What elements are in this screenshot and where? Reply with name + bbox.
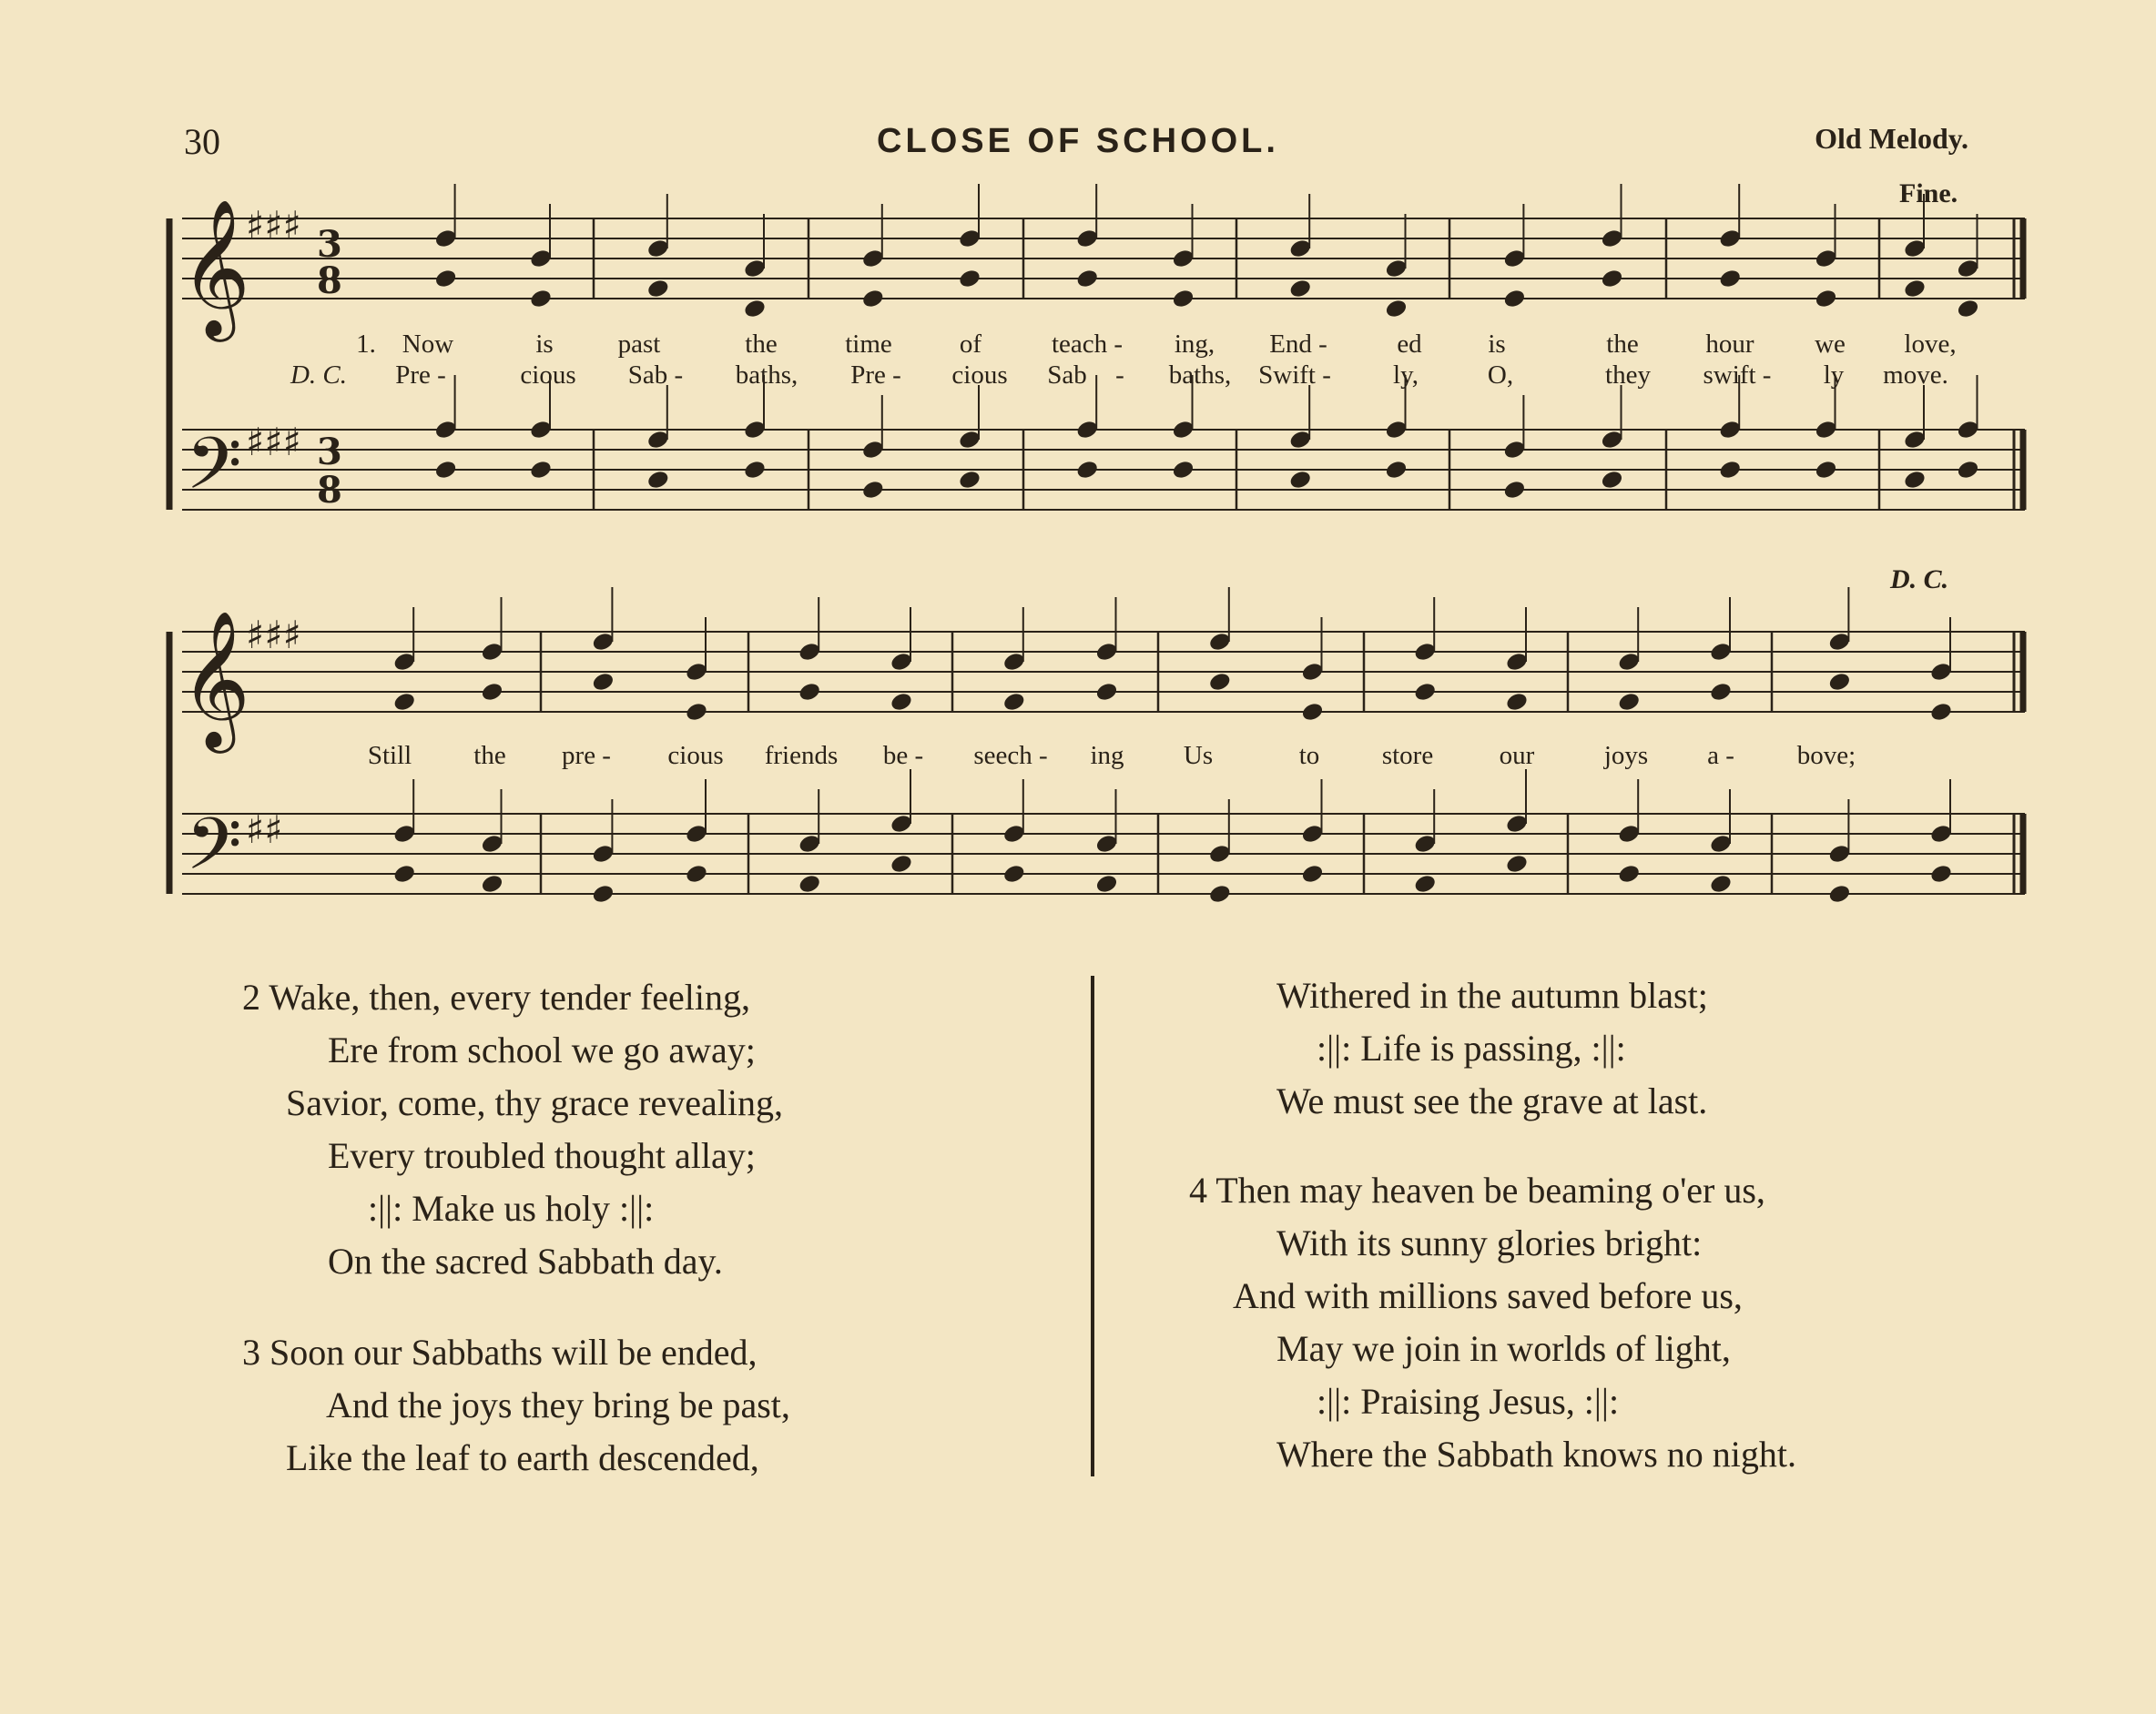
verse-number: 1.: [356, 330, 376, 359]
lyric-word: cious: [951, 360, 1008, 390]
lyric-word: ly,: [1393, 360, 1419, 390]
lyric-word: the: [473, 741, 506, 770]
lyric-word: they: [1605, 360, 1651, 390]
verse-line: :||: Make us holy :||:: [368, 1188, 655, 1229]
lyric-word: cious: [667, 741, 724, 770]
lyric-word: of: [959, 330, 982, 359]
lyric-word: End -: [1269, 330, 1327, 359]
lyric-word: bove;: [1796, 741, 1856, 770]
note-head: [890, 691, 914, 713]
lyric-word: friends: [764, 741, 839, 770]
verse-line: 3 Soon our Sabbaths will be ended,: [242, 1332, 758, 1373]
note-head: [1709, 681, 1734, 703]
lyric-word: Now: [402, 330, 454, 359]
note-head: [1300, 863, 1325, 885]
note-head: [1413, 681, 1438, 703]
note-head: [646, 469, 670, 491]
verse-line: And the joys they bring be past,: [326, 1384, 790, 1425]
note-head: [1814, 459, 1838, 481]
note-head: [1718, 459, 1743, 481]
verse-line: And with millions saved before us,: [1233, 1275, 1743, 1316]
lyric-word: to: [1298, 741, 1320, 770]
verse-line: Where the Sabbath knows no night.: [1276, 1434, 1796, 1475]
lyric-word: move.: [1883, 360, 1948, 390]
lyric-word: our: [1499, 741, 1535, 770]
dc-label: D. C.: [290, 360, 348, 390]
lyric-word: joys: [1603, 741, 1649, 770]
note-head: [1617, 863, 1642, 885]
lyric-word: ing: [1090, 741, 1124, 770]
lyric-word: Still: [367, 741, 412, 770]
note-head: [1207, 671, 1232, 693]
note-head: [1617, 691, 1642, 713]
key-signature-icon: ♯♯: [246, 807, 283, 852]
lyric-word: time: [845, 330, 892, 359]
lyric-word: ed: [1397, 330, 1422, 359]
note-head: [529, 459, 554, 481]
lyric-word: Sab: [1047, 360, 1087, 390]
note-head: [529, 288, 554, 309]
note-head: [480, 873, 504, 895]
note-head: [958, 268, 982, 289]
note-head: [1207, 883, 1232, 905]
verse-line: :||: Praising Jesus, :||:: [1317, 1381, 1620, 1422]
lyric-word: baths,: [735, 360, 798, 390]
lyric-word: we: [1815, 330, 1846, 359]
note-head: [591, 883, 615, 905]
composer-credit: Old Melody.: [1815, 122, 1968, 155]
lyric-word: the: [1606, 330, 1639, 359]
note-head: [1956, 298, 1980, 319]
lyric-word: baths,: [1168, 360, 1232, 390]
verse-line: With its sunny glories bright:: [1276, 1222, 1703, 1263]
lyric-word: love,: [1904, 330, 1957, 359]
note-head: [1075, 268, 1100, 289]
time-signature-icon: 3: [317, 431, 342, 473]
verse-line: Withered in the autumn blast;: [1276, 975, 1708, 1016]
bass-clef-icon: 𝄢: [186, 421, 242, 523]
verse-line: We must see the grave at last.: [1276, 1080, 1708, 1121]
notes: [392, 184, 1980, 905]
lyric-word: Us: [1183, 741, 1214, 770]
note-head: [1288, 278, 1313, 299]
verse-line: Ere from school we go away;: [328, 1029, 756, 1070]
key-signature-icon: ♯♯♯: [246, 613, 301, 657]
hymn-title: CLOSE OF SCHOOL.: [877, 122, 1279, 160]
note-head: [1384, 298, 1409, 319]
note-head: [1002, 691, 1026, 713]
note-head: [1600, 268, 1624, 289]
note-head: [860, 288, 885, 309]
lyric-word: Pre -: [850, 360, 901, 390]
note-head: [1094, 681, 1119, 703]
lyric-line-system-2: [0, 741, 2156, 774]
key-signature-icon: ♯♯♯: [246, 420, 301, 464]
lyric-word: swift -: [1703, 360, 1772, 390]
verse-line: Savior, come, thy grace revealing,: [286, 1082, 783, 1123]
lyric-word: a -: [1707, 741, 1734, 770]
note-head: [1413, 873, 1438, 895]
verse-line: Like the leaf to earth descended,: [286, 1437, 759, 1478]
lyric-word: the: [745, 330, 778, 359]
lyric-line-dc: [0, 360, 2156, 393]
note-head: [1171, 459, 1195, 481]
note-head: [890, 853, 914, 875]
note-head: [1956, 459, 1980, 481]
bass-clef-icon: 𝄢: [186, 802, 242, 904]
lyric-word: Swift -: [1258, 360, 1331, 390]
note-head: [798, 681, 822, 703]
lyric-word: past: [617, 330, 661, 359]
lyric-word: ly: [1823, 360, 1845, 390]
note-head: [743, 298, 768, 319]
note-head: [392, 691, 417, 713]
note-head: [685, 863, 709, 885]
note-head: [1827, 883, 1852, 905]
note-head: [1814, 288, 1838, 309]
lyric-word: Pre -: [395, 360, 446, 390]
lyric-word: seech -: [973, 741, 1048, 770]
note-head: [392, 863, 417, 885]
column-divider: [1091, 976, 1094, 1476]
note-head: [1075, 459, 1100, 481]
lyric-word: is: [535, 330, 554, 359]
lyric-word: store: [1381, 741, 1434, 770]
verse-line: 4 Then may heaven be beaming o'er us,: [1189, 1170, 1765, 1211]
lyric-line-verse-1: [0, 330, 2156, 362]
note-head: [433, 459, 458, 481]
clefs: [180, 198, 342, 904]
note-head: [480, 681, 504, 703]
note-head: [1505, 691, 1530, 713]
dc-marking: D. C.: [1890, 564, 1949, 594]
note-head: [1502, 479, 1527, 501]
page-number: 30: [184, 121, 220, 162]
fine-marking: Fine.: [1899, 178, 1958, 208]
note-head: [1600, 469, 1624, 491]
verses-block: [0, 965, 2156, 1493]
note-head: [1171, 288, 1195, 309]
note-head: [1929, 701, 1954, 723]
lyric-word: cious: [520, 360, 576, 390]
note-head: [591, 671, 615, 693]
lyric-word: ing,: [1174, 330, 1215, 359]
lyric-word: teach -: [1051, 330, 1124, 359]
lyric-word: pre -: [562, 741, 611, 770]
lyric-word: is: [1488, 330, 1506, 359]
verse-line: On the sacred Sabbath day.: [328, 1241, 723, 1282]
note-head: [1903, 278, 1927, 299]
lyric-word: hour: [1705, 330, 1754, 359]
note-head: [1903, 469, 1927, 491]
note-head: [1002, 863, 1026, 885]
verse-line: 2 Wake, then, every tender feeling,: [242, 977, 751, 1018]
time-signature-icon: 8: [317, 259, 342, 302]
lyric-word: O,: [1487, 360, 1514, 390]
note-head: [1718, 268, 1743, 289]
note-head: [1094, 873, 1119, 895]
note-head: [1709, 873, 1734, 895]
time-signature-icon: 8: [317, 469, 342, 512]
note-head: [685, 701, 709, 723]
verse-line: Every troubled thought allay;: [328, 1135, 756, 1176]
note-head: [1288, 469, 1313, 491]
verse-line: :||: Life is passing, :||:: [1317, 1028, 1626, 1069]
note-head: [743, 459, 768, 481]
note-head: [958, 469, 982, 491]
note-head: [798, 873, 822, 895]
lyric-word: Sab -: [627, 360, 684, 390]
key-signature-icon: ♯♯♯: [246, 203, 301, 248]
note-head: [1502, 288, 1527, 309]
note-head: [1827, 671, 1852, 693]
treble-clef-icon: 𝄞: [180, 198, 250, 336]
staff-lines: [169, 218, 2025, 894]
lyric-word: be -: [882, 741, 924, 770]
treble-clef-icon: 𝄞: [180, 609, 250, 747]
note-head: [646, 278, 670, 299]
time-signature-icon: 3: [317, 223, 342, 266]
lyric-word: -: [1115, 360, 1124, 390]
note-head: [1505, 853, 1530, 875]
note-head: [433, 268, 458, 289]
note-head: [1384, 459, 1409, 481]
verse-line: May we join in worlds of light,: [1276, 1328, 1731, 1369]
note-head: [1929, 863, 1954, 885]
note-head: [860, 479, 885, 501]
note-head: [1300, 701, 1325, 723]
